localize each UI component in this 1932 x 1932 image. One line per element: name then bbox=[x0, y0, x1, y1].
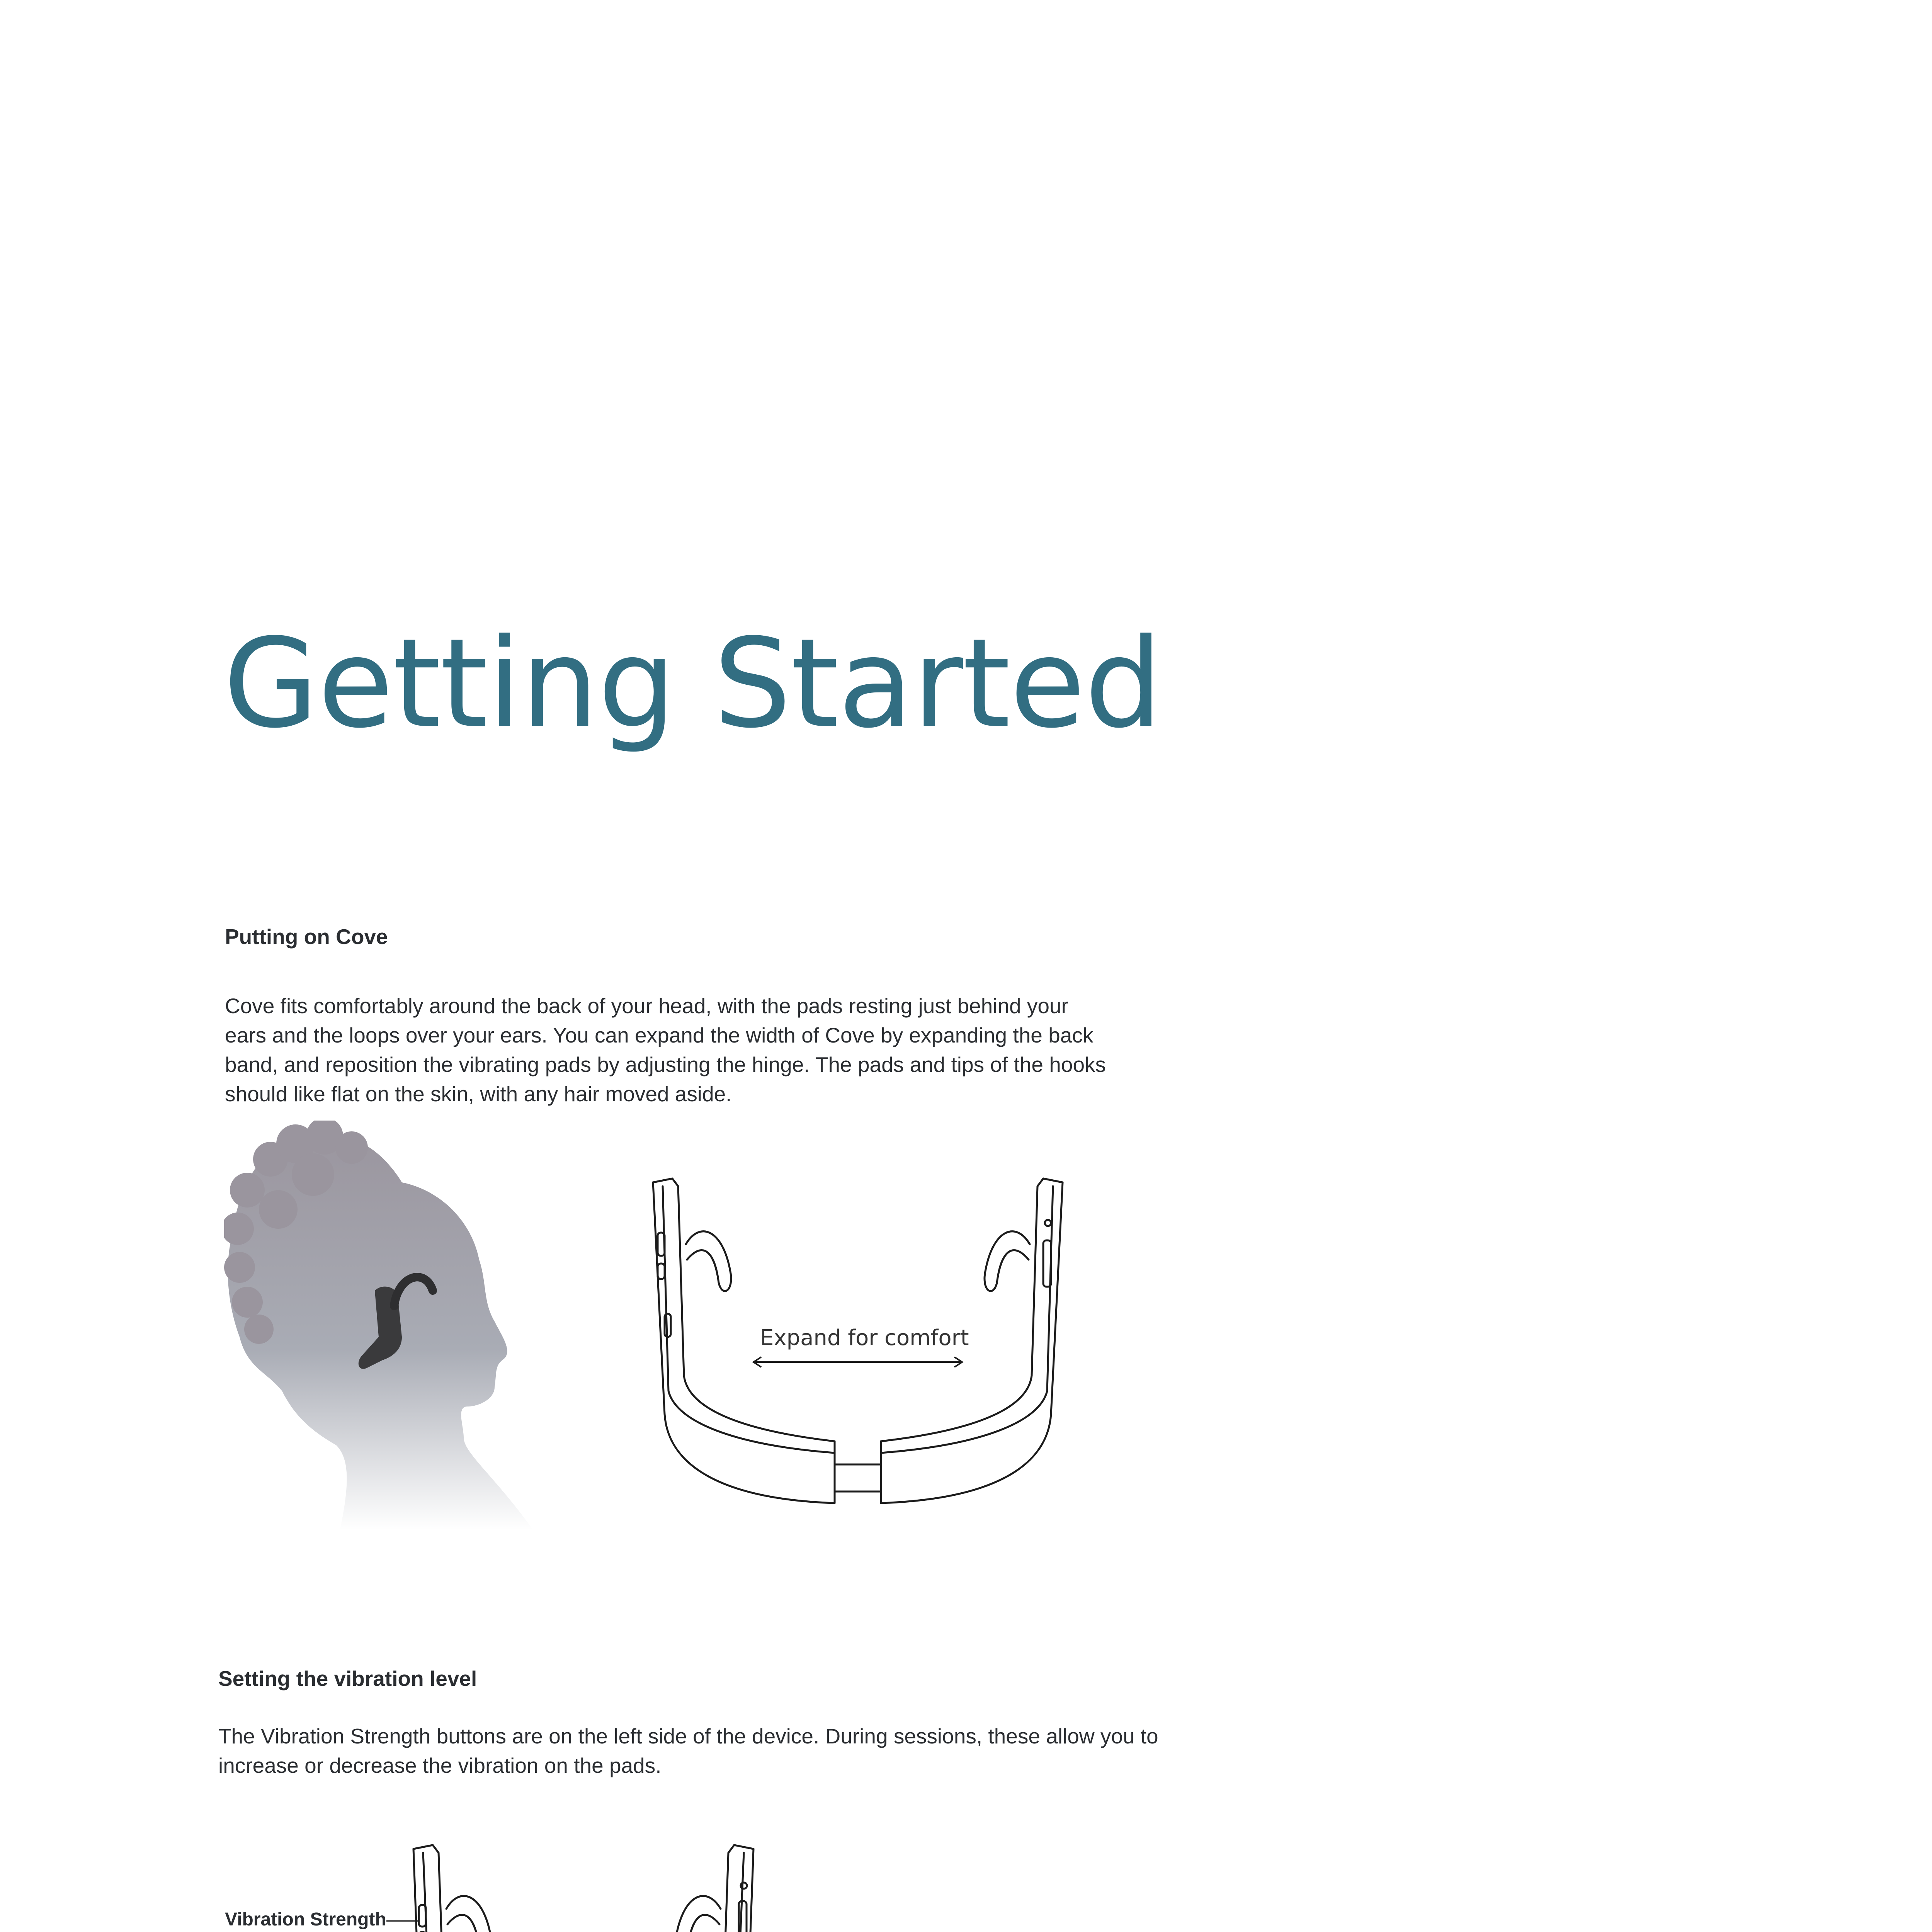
page-title: Getting Started bbox=[223, 612, 1162, 755]
section-heading-vibration: Setting the vibration level bbox=[218, 1667, 477, 1690]
callout-leader-line bbox=[386, 1920, 418, 1922]
section-body-putting-on: Cove fits comfortably around the back of your head, with the pads resting just behind your ears and the loops over your ears. You can expand the width of Cove by expanding the back band, and reposition the vibrating pads by adjusting the hinge. The pads and tips of the hooks should like flat on the skin, with any hair moved aside. bbox=[225, 994, 1106, 1106]
vibration-strength-label: Vibration Strength bbox=[225, 1909, 386, 1930]
expand-for-comfort-label: Expand for comfort bbox=[760, 1325, 969, 1350]
device-vibration-illustration bbox=[410, 1843, 781, 1932]
head-silhouette-illustration bbox=[224, 1121, 556, 1530]
section-heading-putting-on: Putting on Cove bbox=[225, 925, 388, 949]
section-body-vibration: The Vibration Strength buttons are on the left side of the device. During sessions, these allow you to increase or decrease the vibration on the pads. bbox=[218, 1724, 1158, 1777]
